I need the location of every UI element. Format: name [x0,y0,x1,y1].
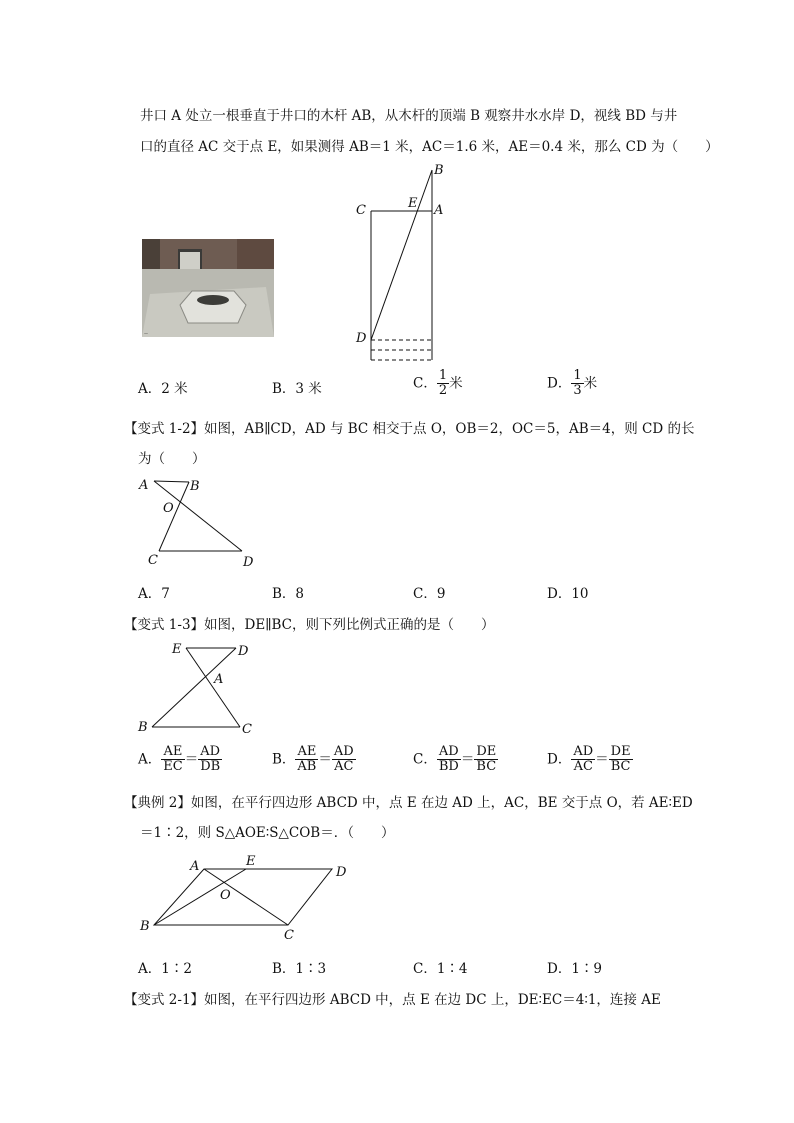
label-a: A [190,859,200,874]
label-c: C [356,203,366,218]
label-b: B [190,479,200,494]
fraction-d-num: 1 [573,368,582,383]
variant12-option-a[interactable]: A．7 [138,586,170,602]
example2-line1: 【典例 2】如图，在平行四边形 ABCD 中，点 E 在边 AD 上，AC，BE 交于点 O，若 AE∶ED [124,795,693,811]
variant12-option-b[interactable]: B．8 [272,586,305,602]
example2-line2: ＝1∶2，则 S△AOE∶S△COB＝．（ ） [140,825,395,841]
frac-num: AD [198,745,222,760]
fraction-c-left [437,745,461,775]
variant21-line1: 【变式 2-1】如图，在平行四边形 ABCD 中，点 E 在边 DC 上，DE∶EC＝4∶1，连接 AE [124,992,661,1008]
label-c: C [284,928,294,943]
option-b[interactable]: B．3 米 [272,381,322,397]
sight-line-bd [371,170,432,340]
frac-num: AD [437,745,461,760]
equals-sign: ＝ [460,751,475,768]
svg-text:—: — [144,331,148,336]
well-rectangle [371,211,432,360]
option-d-prefix: D． [547,751,572,768]
fraction-a-left [161,745,184,775]
variant12-line1: 【变式 1-2】如图，AB∥CD，AD 与 BC 相交于点 O，OB＝2，OC＝5，AB＝4，则 CD 的长 [124,421,695,437]
fraction-b-right [332,745,356,775]
frac-num: AE [161,745,184,760]
option-c-suffix: 米 [449,375,463,392]
label-e: E [172,642,182,657]
fraction-d [571,369,583,399]
fraction-d-right [609,745,633,775]
equals-sign: ＝ [318,751,332,768]
variant12-line2: 为（ ） [138,451,206,467]
fraction-c-den: 2 [438,383,448,399]
fraction-d-left [571,745,595,775]
frac-den: BC [476,759,497,775]
frac-den: BC [610,759,631,775]
variant12-option-c[interactable]: C．9 [413,586,446,602]
option-c-prefix: C． [413,375,437,392]
well-diagram [340,160,460,365]
example2-option-b[interactable]: B．1∶3 [272,961,327,977]
label-b: B [434,163,444,178]
fraction-b-left [295,745,318,775]
fraction-d-den: 3 [573,383,582,399]
fraction-c-right [474,745,498,775]
option-b-prefix: B． [272,751,296,768]
variant13-diagram [130,638,270,738]
fraction-c-num: 1 [438,368,448,383]
example2-option-a[interactable]: A．1∶2 [138,961,192,977]
label-e: E [246,854,256,869]
label-o: O [163,501,174,516]
frac-num: DE [476,744,497,759]
frac-num: DE [610,744,631,759]
label-c: C [148,553,158,568]
frac-den: BD [438,759,459,775]
variant13-option-d[interactable] [547,745,633,775]
frac-den: AC [573,759,593,775]
example2-diagram [130,850,360,945]
problem1-line2: 口的直径 AC 交于点 E，如果测得 AB＝1 米，AC＝1.6 米，AE＝0.4 米，那么 CD 为（ ） [140,139,719,155]
frac-num: AD [573,744,594,759]
frac-den: AB [297,759,317,775]
well-photo [142,239,274,337]
label-o: O [220,888,231,903]
option-d-prefix: D． [547,375,572,392]
equals-sign: ＝ [184,751,199,768]
problem1-line1: 井口 A 处立一根垂直于井口的木杆 AB，从木杆的顶端 B 观察井水水岸 D，视线 BD 与井 [140,108,678,124]
variant13-option-b[interactable] [272,745,356,775]
example2-option-d[interactable]: D．1∶9 [547,961,603,977]
label-d: D [243,555,254,570]
frac-num: AE [295,745,318,760]
label-e: E [408,196,418,211]
option-a[interactable]: A．2 米 [138,381,188,397]
variant12-option-d[interactable]: D．10 [547,586,589,602]
variant12-diagram [130,472,270,572]
frac-den: DB [200,759,221,775]
label-a: A [139,478,149,493]
label-c: C [242,722,252,737]
fraction-c [437,369,449,399]
label-d: D [238,644,249,659]
variant13-option-a[interactable] [138,745,222,775]
label-a: A [214,672,224,687]
frac-num: AD [333,744,354,759]
label-b: B [138,720,148,735]
variant13-option-c[interactable] [413,745,498,775]
frac-den: EC [163,759,183,775]
label-a: A [434,203,444,218]
fraction-a-right [198,745,222,775]
option-d-suffix: 米 [583,375,598,392]
label-d: D [336,865,347,880]
frac-den: AC [334,759,354,775]
equals-sign: ＝ [595,751,609,768]
option-a-prefix: A． [138,751,162,768]
example2-option-c[interactable]: C．1∶4 [413,961,468,977]
variant13-line1: 【变式 1-3】如图，DE∥BC，则下列比例式正确的是（ ） [124,617,495,633]
option-c-prefix: C． [413,751,437,768]
option-c[interactable] [413,369,463,399]
label-b: B [140,919,150,934]
option-d[interactable] [547,369,597,399]
label-d: D [356,331,367,346]
